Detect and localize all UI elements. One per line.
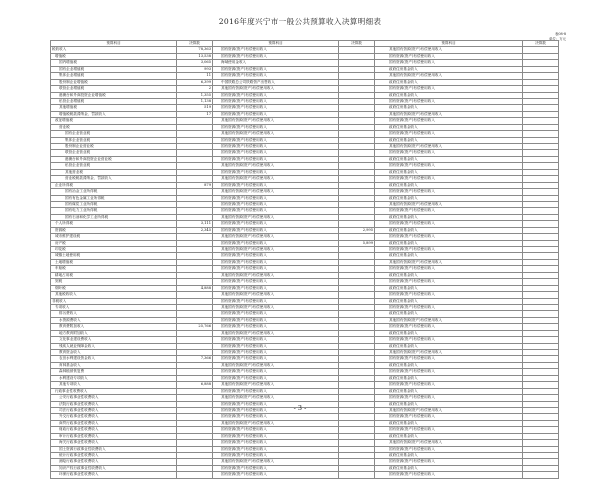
subject-cell: 其他国有资源(资产)有偿使用收入 bbox=[375, 317, 523, 323]
subject-cell: 国有资源(资产)有偿使用收入 bbox=[213, 472, 339, 478]
subject-cell: 国有资源(资产)有偿使用收入 bbox=[375, 427, 523, 433]
subject-cell: 环保行政事业性收费收入 bbox=[51, 472, 177, 478]
subject-cell: 其他国有资源(资产)有偿使用收入 bbox=[213, 395, 339, 401]
subject-cell: 其他国有资源(资产)有偿使用收入 bbox=[213, 272, 339, 278]
subject-cell: 房产税 bbox=[51, 240, 177, 246]
subject-cell: 国有资源(资产)有偿使用收入 bbox=[213, 298, 339, 304]
subject-cell: 私营企业营业税 bbox=[51, 163, 177, 169]
subject-cell: 其他国有资源(资产)有偿使用收入 bbox=[213, 163, 339, 169]
subject-cell: 国有资源(资产)有偿使用收入 bbox=[375, 414, 523, 420]
subject-cell: 地方教育附加收入 bbox=[51, 330, 177, 336]
subject-cell: 国有资源(资产)有偿使用收入 bbox=[375, 356, 523, 362]
subject-cell: 国有资源(资产)有偿使用收入 bbox=[375, 221, 523, 227]
subject-cell: 联营企业营业税 bbox=[51, 150, 177, 156]
subject-cell: 其他国有资源(资产)有偿使用收入 bbox=[213, 189, 339, 195]
subject-cell: 营业税税款滞纳金、罚款收入 bbox=[51, 176, 177, 182]
subject-cell: 其他国有资源(资产)有偿使用收入 bbox=[375, 144, 523, 150]
subject-cell: 港澳台和外商投资企业增值税 bbox=[51, 92, 177, 98]
subject-cell: 国有资源(资产)有偿使用收入 bbox=[213, 182, 339, 188]
subject-cell: 国有资源(资产)有偿使用收入 bbox=[213, 66, 339, 72]
subject-cell: 国有资源(资产)有偿使用收入 bbox=[213, 240, 339, 246]
subject-cell: 国有资源(资产)有偿使用收入 bbox=[375, 208, 523, 214]
subject-cell: 城市维护建设税 bbox=[51, 234, 177, 240]
subject-cell: 国有煤炭工业所得税 bbox=[51, 201, 177, 207]
subject-cell: 集体企业增值税 bbox=[51, 73, 177, 79]
subject-cell: 国有资源(资产)有偿使用收入 bbox=[213, 350, 339, 356]
amount-cell: 4,888 bbox=[177, 285, 213, 291]
subject-cell: 政府住房基金收入 bbox=[375, 92, 523, 98]
amount-cell: 78,363 bbox=[177, 47, 213, 53]
subject-cell: 国有资源(资产)有偿使用收入 bbox=[375, 292, 523, 298]
subject-cell: 港澳台和外商投资企业营业税 bbox=[51, 156, 177, 162]
table-row bbox=[51, 472, 559, 478]
subject-cell: 其他国有资源(资产)有偿使用收入 bbox=[213, 292, 339, 298]
subject-cell: 政府住房基金收入 bbox=[375, 240, 523, 246]
amount-cell: 1,355 bbox=[177, 92, 213, 98]
subject-cell: 中国铁路总公司铁路资产出售收入 bbox=[213, 79, 339, 85]
subject-cell: 国土资源行政事业性收费收入 bbox=[51, 446, 177, 452]
amount-cell: 879 bbox=[177, 182, 213, 188]
subject-cell: 国有资源(资产)有偿使用收入 bbox=[375, 459, 523, 465]
subject-cell: 国有资源(资产)有偿使用收入 bbox=[375, 118, 523, 124]
column-header: 预算科目 bbox=[213, 41, 339, 47]
subject-cell: 农田水利建设资金收入 bbox=[51, 356, 177, 362]
subject-cell: 耕地占用税 bbox=[51, 272, 177, 278]
subject-cell: 股份制企业营业税 bbox=[51, 144, 177, 150]
subject-cell: 其他营业税 bbox=[51, 169, 177, 175]
subject-cell: 测绘行政事业性收费收入 bbox=[51, 459, 177, 465]
column-header: 决算数 bbox=[177, 41, 213, 47]
subject-cell: 公安行政事业性收费收入 bbox=[51, 395, 177, 401]
subject-cell: 国有资源(资产)有偿使用收入 bbox=[375, 304, 523, 310]
subject-cell: 国有资源(资产)有偿使用收入 bbox=[375, 247, 523, 253]
subject-cell: 国有资源(资产)有偿使用收入 bbox=[213, 279, 339, 285]
subject-cell: 其他国有资源(资产)有偿使用收入 bbox=[213, 420, 339, 426]
subject-cell: 国有资源(资产)有偿使用收入 bbox=[375, 279, 523, 285]
amount-cell: 1,138 bbox=[177, 98, 213, 104]
subject-cell: 教育费附加收入 bbox=[51, 324, 177, 330]
subject-cell: 国有资源(资产)有偿使用收入 bbox=[213, 401, 339, 407]
subject-cell: 国有资源(资产)有偿使用收入 bbox=[213, 124, 339, 130]
subject-cell: 政府住房基金收入 bbox=[375, 137, 523, 143]
subject-cell: 排污费收入 bbox=[51, 311, 177, 317]
subject-cell: 政府住房基金收入 bbox=[375, 375, 523, 381]
subject-cell: 海关行政事业性收费收入 bbox=[51, 440, 177, 446]
subject-cell: 印花税 bbox=[51, 247, 177, 253]
subject-cell: 其他专项收入 bbox=[51, 382, 177, 388]
subject-cell: 其他国有资源(资产)有偿使用收入 bbox=[213, 330, 339, 336]
subject-cell: 国有企业增值税 bbox=[51, 66, 177, 72]
subject-cell: 契税 bbox=[51, 279, 177, 285]
subject-cell: 国有资源(资产)有偿使用收入 bbox=[375, 98, 523, 104]
subject-cell: 国有资源(资产)有偿使用收入 bbox=[213, 156, 339, 162]
subject-cell: 国有资源(资产)有偿使用收入 bbox=[213, 356, 339, 362]
subject-cell: 国有资源(资产)有偿使用收入 bbox=[213, 253, 339, 259]
column-header: 预算科目 bbox=[51, 41, 177, 47]
amount-cell bbox=[523, 472, 559, 478]
amount-cell: 5,899 bbox=[339, 240, 375, 246]
subject-cell: 国有资源(资产)有偿使用收入 bbox=[375, 324, 523, 330]
subject-cell: 政府住房基金收入 bbox=[375, 124, 523, 130]
subject-cell: 其他国有资源(资产)有偿使用收入 bbox=[213, 247, 339, 253]
subject-cell: 营业税 bbox=[51, 124, 177, 130]
subject-cell: 政府住房基金收入 bbox=[375, 388, 523, 394]
subject-cell: 水利建设专项收入 bbox=[51, 375, 177, 381]
column-header: 决算数 bbox=[339, 41, 375, 47]
subject-cell: 国有资源(资产)有偿使用收入 bbox=[213, 324, 339, 330]
subject-cell: 森林植被恢复费 bbox=[51, 369, 177, 375]
subject-cell: 税收收入 bbox=[51, 47, 177, 53]
subject-cell: 国有资源(资产)有偿使用收入 bbox=[375, 446, 523, 452]
subject-cell: 个人所得税 bbox=[51, 221, 177, 227]
amount-cell: 6,399 bbox=[177, 79, 213, 85]
subject-cell: 其他税收收入 bbox=[51, 292, 177, 298]
subject-cell: 统计行政事业性收费收入 bbox=[51, 453, 177, 459]
subject-cell: 其他国有资源(资产)有偿使用收入 bbox=[213, 234, 339, 240]
subject-cell: 国有资源(资产)有偿使用收入 bbox=[213, 446, 339, 452]
subject-cell: 其他国有资源(资产)有偿使用收入 bbox=[213, 118, 339, 124]
subject-cell: 集体企业营业税 bbox=[51, 137, 177, 143]
subject-cell: 国有资源(资产)有偿使用收入 bbox=[213, 427, 339, 433]
subject-cell: 国有资源(资产)有偿使用收入 bbox=[375, 369, 523, 375]
subject-cell: 国有资源(资产)有偿使用收入 bbox=[213, 47, 339, 53]
subject-cell: 其他国有资源(资产)有偿使用收入 bbox=[213, 176, 339, 182]
subject-cell: 政府住房基金收入 bbox=[375, 195, 523, 201]
subject-cell: 政府住房基金收入 bbox=[375, 343, 523, 349]
subject-cell: 政府住房基金收入 bbox=[375, 156, 523, 162]
subject-cell: 国有资源(资产)有偿使用收入 bbox=[213, 144, 339, 150]
subject-cell: 政府住房基金收入 bbox=[375, 79, 523, 85]
subject-cell: 其他增值税 bbox=[51, 105, 177, 111]
amount-cell: 2,345 bbox=[177, 227, 213, 233]
subject-cell: 知识产权行政事业性收费收入 bbox=[51, 465, 177, 471]
subject-cell: 国有资源(资产)有偿使用收入 bbox=[375, 60, 523, 66]
subject-cell: 国有资源(资产)有偿使用收入 bbox=[213, 285, 339, 291]
subject-cell: 国有资源(资产)有偿使用收入 bbox=[213, 201, 339, 207]
subject-cell: 政府住房基金收入 bbox=[375, 182, 523, 188]
subject-cell: 政府住房基金收入 bbox=[375, 169, 523, 175]
subject-cell: 财政行政事业性收费收入 bbox=[51, 427, 177, 433]
subject-cell: 增值税税款滞纳金、罚款收入 bbox=[51, 111, 177, 117]
subject-cell: 企业所得税 bbox=[51, 182, 177, 188]
subject-cell: 政府住房基金收入 bbox=[375, 272, 523, 278]
subject-cell: 政府住房基金收入 bbox=[375, 105, 523, 111]
subject-cell: 行政事业性收费收入 bbox=[51, 388, 177, 394]
subject-cell: 国有资源(资产)有偿使用收入 bbox=[375, 150, 523, 156]
subject-cell: 国有石油和化学工业所得税 bbox=[51, 214, 177, 220]
subject-cell: 土地增值税 bbox=[51, 259, 177, 265]
subject-cell: 其他国有资源(资产)有偿使用收入 bbox=[213, 382, 339, 388]
page-title: 2016年度兴宁市一般公共预算收入决算明细表 bbox=[218, 17, 382, 26]
subject-cell: 国有有色金属工业所得税 bbox=[51, 195, 177, 201]
amount-cell: 3,111 bbox=[177, 221, 213, 227]
subject-cell: 国有资源(资产)有偿使用收入 bbox=[213, 105, 339, 111]
subject-cell: 私营企业增值税 bbox=[51, 98, 177, 104]
subject-cell: 育林基金收入 bbox=[51, 362, 177, 368]
subject-cell: 国有资源(资产)有偿使用收入 bbox=[213, 375, 339, 381]
subject-cell: 国有资源(资产)有偿使用收入 bbox=[375, 176, 523, 182]
subject-cell: 其他国有资源(资产)有偿使用收入 bbox=[375, 73, 523, 79]
subject-cell: 残疾人就业保障金收入 bbox=[51, 343, 177, 349]
subject-cell: 国有资源(资产)有偿使用收入 bbox=[213, 111, 339, 117]
subject-cell: 国有资源(资产)有偿使用收入 bbox=[375, 189, 523, 195]
subject-cell: 国有资源(资产)有偿使用收入 bbox=[375, 86, 523, 92]
subject-cell: 司法行政事业性收费收入 bbox=[51, 407, 177, 413]
subject-cell: 其他国有资源(资产)有偿使用收入 bbox=[375, 201, 523, 207]
subject-cell: 其他国有资源(资产)有偿使用收入 bbox=[375, 407, 523, 413]
amount-cell: 993 bbox=[177, 66, 213, 72]
subject-cell: 国有资源(资产)有偿使用收入 bbox=[213, 343, 339, 349]
subject-cell: 国有资源(资产)有偿使用收入 bbox=[213, 337, 339, 343]
subject-cell: 海域使用金收入 bbox=[213, 60, 339, 66]
subject-cell: 政府住房基金收入 bbox=[375, 253, 523, 259]
subject-cell: 国有资源(资产)有偿使用收入 bbox=[213, 150, 339, 156]
subject-cell: 其他国有资源(资产)有偿使用收入 bbox=[213, 362, 339, 368]
amount-cell bbox=[339, 472, 375, 478]
subject-cell: 国有资源(资产)有偿使用收入 bbox=[375, 53, 523, 59]
subject-cell: 国有资源(资产)有偿使用收入 bbox=[213, 414, 339, 420]
subject-cell: 政府住房基金收入 bbox=[375, 465, 523, 471]
subject-cell: 政府住房基金收入 bbox=[375, 330, 523, 336]
subject-cell: 国有资源(资产)有偿使用收入 bbox=[213, 92, 339, 98]
subject-cell: 国有资源(资产)有偿使用收入 bbox=[213, 311, 339, 317]
subject-cell: 其他国有资源(资产)有偿使用收入 bbox=[375, 47, 523, 53]
subject-cell: 其他国有资源(资产)有偿使用收入 bbox=[213, 459, 339, 465]
subject-cell: 审计行政事业性收费收入 bbox=[51, 433, 177, 439]
subject-cell: 国有资源(资产)有偿使用收入 bbox=[213, 453, 339, 459]
unit-label: 单位：万元 bbox=[549, 37, 566, 41]
subject-cell: 国内增值税 bbox=[51, 60, 177, 66]
subject-cell: 其他国有资源(资产)有偿使用收入 bbox=[213, 131, 339, 137]
amount-cell: 25,766 bbox=[177, 324, 213, 330]
subject-cell: 国有资源(资产)有偿使用收入 bbox=[213, 227, 339, 233]
subject-cell: 国有资源(资产)有偿使用收入 bbox=[375, 234, 523, 240]
subject-cell: 法院行政事业性收费收入 bbox=[51, 401, 177, 407]
subject-cell: 非税收入 bbox=[51, 298, 177, 304]
subject-cell: 国有资源(资产)有偿使用收入 bbox=[213, 407, 339, 413]
subject-cell: 其他国有资源(资产)有偿使用收入 bbox=[375, 111, 523, 117]
subject-cell: 国有资源(资产)有偿使用收入 bbox=[213, 137, 339, 143]
subject-cell: 国有资源(资产)有偿使用收入 bbox=[213, 388, 339, 394]
subject-cell: 政府住房基金收入 bbox=[375, 285, 523, 291]
subject-cell: 国有资源(资产)有偿使用收入 bbox=[213, 208, 339, 214]
subject-cell: 水资源费收入 bbox=[51, 317, 177, 323]
subject-cell: 政府住房基金收入 bbox=[375, 433, 523, 439]
subject-cell: 专项收入 bbox=[51, 304, 177, 310]
subject-cell: 股份制企业增值税 bbox=[51, 79, 177, 85]
subject-cell: 其他国有资源(资产)有偿使用收入 bbox=[213, 86, 339, 92]
subject-cell: 国有电力工业所得税 bbox=[51, 208, 177, 214]
subject-cell: 国有资源(资产)有偿使用收入 bbox=[213, 98, 339, 104]
subject-cell: 其他国有资源(资产)有偿使用收入 bbox=[375, 440, 523, 446]
subject-cell: 国有资源(资产)有偿使用收入 bbox=[213, 73, 339, 79]
subject-cell: 国有资源(资产)有偿使用收入 bbox=[213, 259, 339, 265]
subject-cell: 政府住房基金收入 bbox=[375, 453, 523, 459]
amount-cell bbox=[177, 472, 213, 478]
budget-table bbox=[50, 40, 559, 479]
subject-cell: 国有资源(资产)有偿使用收入 bbox=[213, 53, 339, 59]
subject-cell: 联营企业增值税 bbox=[51, 86, 177, 92]
amount-cell: 11 bbox=[177, 73, 213, 79]
amount-cell: 519 bbox=[177, 105, 213, 111]
subject-cell: 其他国有资源(资产)有偿使用收入 bbox=[213, 214, 339, 220]
subject-cell: 国有资源(资产)有偿使用收入 bbox=[375, 163, 523, 169]
subject-cell: 国有资源(资产)有偿使用收入 bbox=[213, 440, 339, 446]
subject-cell: 国有资源(资产)有偿使用收入 bbox=[213, 169, 339, 175]
amount-cell: 6,888 bbox=[177, 382, 213, 388]
subject-cell: 改征增值税 bbox=[51, 118, 177, 124]
column-header: 预算科目 bbox=[375, 41, 523, 47]
subject-cell: 外交行政事业性收费收入 bbox=[51, 414, 177, 420]
subject-cell: 政府住房基金收入 bbox=[375, 66, 523, 72]
subject-cell: 国有资源(资产)有偿使用收入 bbox=[375, 266, 523, 272]
subject-cell: 城镇土地使用税 bbox=[51, 253, 177, 259]
subject-cell: 国有资源(资产)有偿使用收入 bbox=[375, 472, 523, 478]
amount-cell: 13,538 bbox=[177, 53, 213, 59]
column-header: 决算数 bbox=[523, 41, 559, 47]
subject-cell: 国有资源(资产)有偿使用收入 bbox=[375, 131, 523, 137]
subject-cell: 车船税 bbox=[51, 266, 177, 272]
subject-cell: 其他国有资源(资产)有偿使用收入 bbox=[375, 350, 523, 356]
amount-cell: 17 bbox=[177, 111, 213, 117]
subject-cell: 政府住房基金收入 bbox=[375, 298, 523, 304]
subject-cell: 政府住房基金收入 bbox=[375, 227, 523, 233]
subject-cell: 国有资源(资产)有偿使用收入 bbox=[213, 433, 339, 439]
subject-cell: 其他国有资源(资产)有偿使用收入 bbox=[375, 259, 523, 265]
subject-cell: 政府住房基金收入 bbox=[375, 311, 523, 317]
subject-cell: 国有资源(资产)有偿使用收入 bbox=[213, 221, 339, 227]
page-number: - 3 - bbox=[293, 404, 307, 412]
subject-cell: 政府住房基金收入 bbox=[375, 362, 523, 368]
subject-cell: 国有资源(资产)有偿使用收入 bbox=[375, 382, 523, 388]
subject-cell: 国有资源(资产)有偿使用收入 bbox=[213, 465, 339, 471]
subject-cell: 政府住房基金收入 bbox=[375, 214, 523, 220]
subject-cell: 国有冶金工业所得税 bbox=[51, 189, 177, 195]
subject-cell: 政府住房基金收入 bbox=[375, 401, 523, 407]
subject-cell: 烟叶税 bbox=[51, 285, 177, 291]
subject-cell: 其他国有资源(资产)有偿使用收入 bbox=[213, 304, 339, 310]
subject-cell: 国有资源(资产)有偿使用收入 bbox=[213, 195, 339, 201]
subject-cell: 资源税 bbox=[51, 227, 177, 233]
amount-cell: 2 bbox=[177, 86, 213, 92]
subject-cell: 国有资源(资产)有偿使用收入 bbox=[213, 317, 339, 323]
subject-cell: 国有资源(资产)有偿使用收入 bbox=[375, 395, 523, 401]
amount-cell: 2,995 bbox=[339, 227, 375, 233]
subject-cell: 文化事业建设费收入 bbox=[51, 337, 177, 343]
subject-cell: 教育资金收入 bbox=[51, 350, 177, 356]
subject-cell: 国有企业营业税 bbox=[51, 131, 177, 137]
subject-cell: 国有资源(资产)有偿使用收入 bbox=[213, 266, 339, 272]
amount-cell: 7,366 bbox=[177, 356, 213, 362]
form-number: 表08-8 bbox=[554, 32, 566, 36]
subject-cell: 政府住房基金收入 bbox=[375, 420, 523, 426]
subject-cell: 国有资源(资产)有偿使用收入 bbox=[375, 337, 523, 343]
subject-cell: 增值税 bbox=[51, 53, 177, 59]
subject-cell: 商贸行政事业性收费收入 bbox=[51, 420, 177, 426]
subject-cell: 国有资源(资产)有偿使用收入 bbox=[213, 369, 339, 375]
amount-cell: 3,065 bbox=[177, 60, 213, 66]
